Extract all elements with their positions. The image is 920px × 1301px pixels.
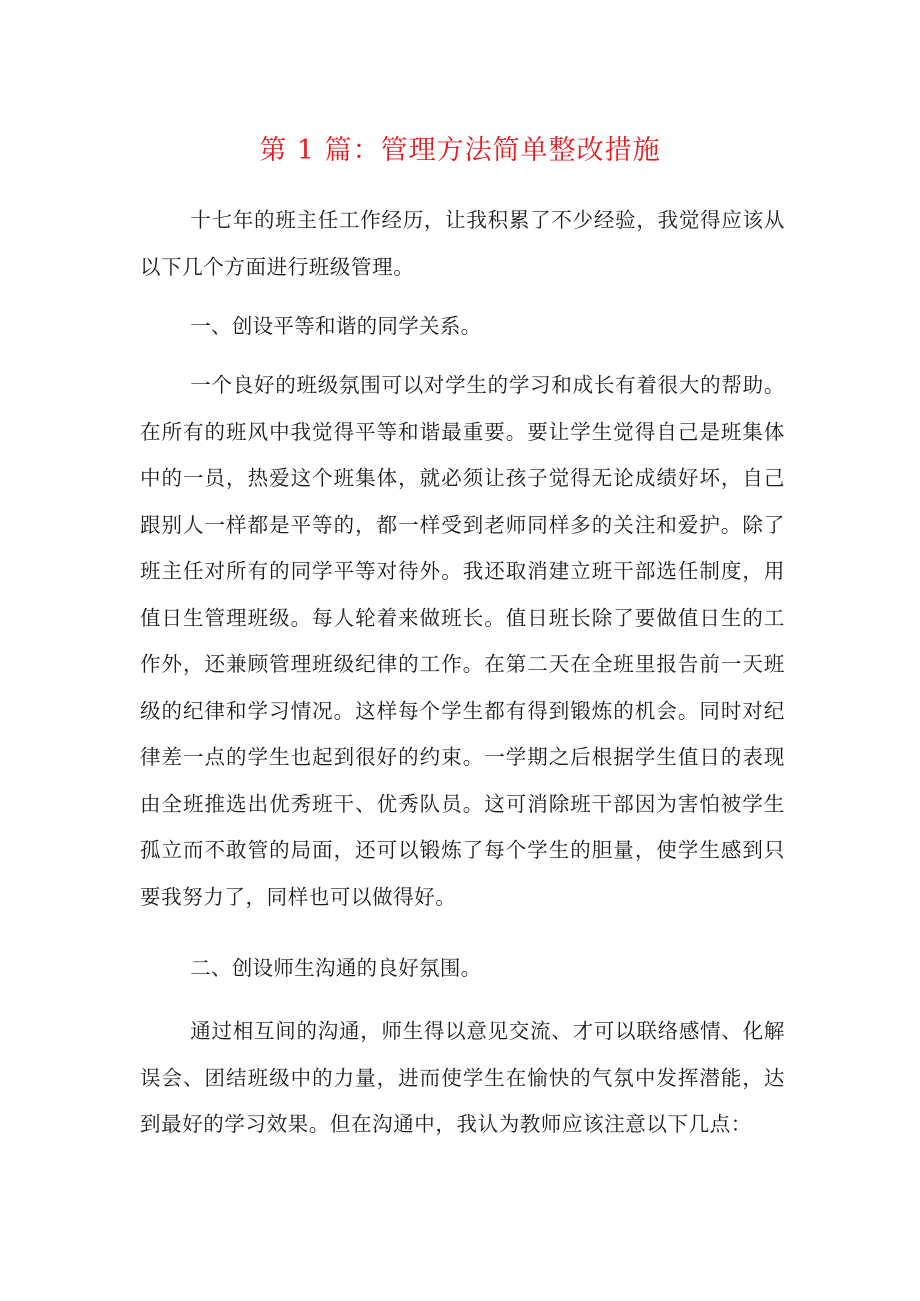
document-title: 第 1 篇：管理方法简单整改措施 [259,135,661,166]
section-1-paragraph: 一个良好的班级氛围可以对学生的学习和成长有着很大的帮助。在所有的班风中我觉得平等和谐最重要。要让学生觉得自己是班集体中的一员，热爱这个班集体，就必须让孩子觉得无论成绩好坏，自己跟别人一样都是平等的，都一样受到老师同样多的关注和爱护。除了班主任对所有的同学平等对待外。我还取消建立班干部选任制度，用值日生管理班级。每人轮着来做班长。值日班长除了要做值日生的工作外，还兼顾管理班级纪律的工作。在第二天在全班里报告前一天班级的纪律和学习情况。这样每个学生都有得到锻炼的机会。同时对纪律差一点的学生也起到很好的约束。一学期之后根据学生值日的表现由全班推选出优秀班干、优秀队员。这可消除班干部因为害怕被学生孤立而不敢管的局面，还可以锻炼了每个学生的胆量，使学生感到只要我努力了，同样也可以做得好。 [140,373,785,909]
section-2-heading: 二、创设师生沟通的良好氛围。 [190,956,482,980]
section-1-heading: 一、创设平等和谐的同学关系。 [190,314,482,338]
intro-paragraph: 十七年的班主任工作经历，让我积累了不少经验，我觉得应该从以下几个方面进行班级管理。 [140,208,785,279]
section-2-paragraph: 通过相互间的沟通，师生得以意见交流、才可以联络感情、化解误会、团结班级中的力量，进而使学生在愉快的气氛中发挥潜能，达到最好的学习效果。但在沟通中，我认为教师应该注意以下几点： [140,1019,785,1136]
